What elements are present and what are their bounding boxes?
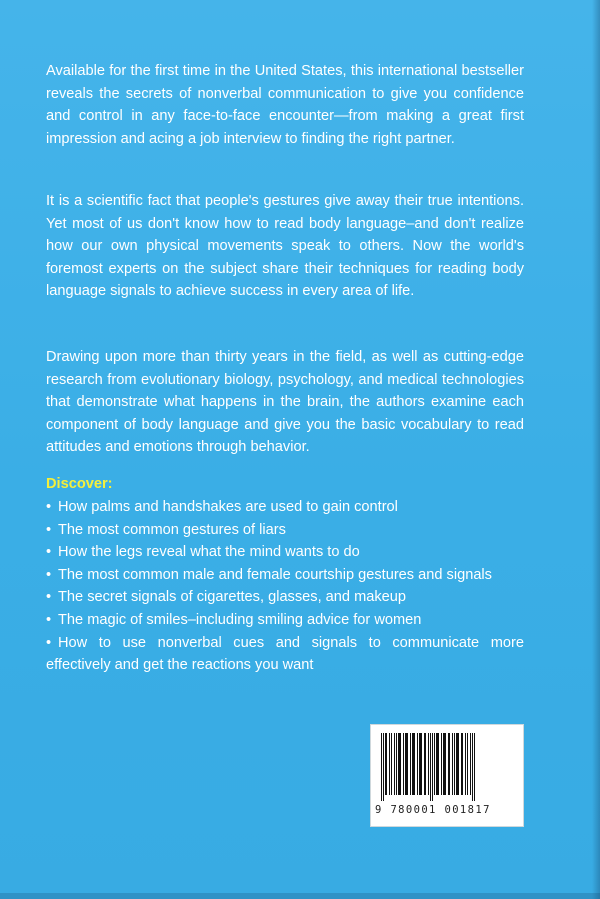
blurb-paragraph-1: Available for the first time in the United States, this international bestseller reveals the secrets of nonverbal communication to give you confidence and control in any face-to-face encounter—from making a great first impression and acing a job interview to finding the right partner. [46,63,524,147]
barcode-bar [430,733,431,801]
barcode-bar [391,733,392,795]
barcode-bar [396,733,397,795]
barcode-bar [394,733,395,795]
barcode-bar [443,733,446,795]
barcode-bar [412,733,415,795]
barcode-bar [470,733,471,795]
list-item-text: The magic of smiles–including smiling advice for women [58,611,422,628]
discover-list [46,496,524,677]
list-item-text: How to use nonverbal cues and signals to communicate more effectively and get the reactions you want [46,634,524,674]
list-item-text: The most common gestures of liars [58,521,286,538]
barcode-bar [405,733,408,795]
barcode-bar [452,733,453,795]
blurb-paragraph-2: It is a scientific fact that people's gestures give away their true intentions. Yet most of us don't know how to read body language–and don't realize how our own physical movements speak to others. Now the world's foremost experts on the subject share their techniques for reading body language signals to achieve success in every area of life. [46,193,524,300]
barcode [370,724,524,827]
barcode-bar [428,733,429,795]
barcode-bar [467,733,468,795]
cover-bottom-edge [0,893,600,899]
list-item-text: The secret signals of cigarettes, glasses, and makeup [58,589,406,606]
bullet-icon: • [46,544,52,561]
barcode-bar [410,733,411,795]
barcode-bar [385,733,387,795]
discover-heading: Discover: [46,476,113,492]
bullet-icon: • [46,611,52,628]
bullet-icon: • [46,634,52,651]
barcode-bar [419,733,422,795]
bullet-icon: • [46,566,52,583]
barcode-bar [417,733,418,795]
barcode-bar [472,733,473,801]
barcode-bar [474,733,475,801]
list-item [46,564,524,587]
barcode-bar [383,733,384,801]
barcode-bar [403,733,404,795]
barcode-bar [465,733,466,795]
barcode-bar [434,733,435,795]
barcode-bar [424,733,426,795]
barcode-bar [381,733,382,801]
list-item [46,586,524,609]
barcode-bar [398,733,401,795]
list-item [46,609,524,632]
list-item [46,541,524,564]
list-item-text: How the legs reveal what the mind wants to do [58,544,360,561]
bullet-icon: • [46,521,52,538]
barcode-bar [432,733,433,801]
list-item-text: The most common male and female courtship gestures and signals [58,566,492,583]
barcode-bar [441,733,442,795]
barcode-bar [461,733,463,795]
barcode-bar [448,733,450,795]
list-item-text: How palms and handshakes are used to gain control [58,499,398,515]
blurb-paragraph-3: Drawing upon more than thirty years in the field, as well as cutting-edge research from evolutionary biology, psychology, and medical technologies that demonstrate what happens in the brain, the authors examine each component of body language and give you the basic vocabulary to read attitudes and emotions through behavior. [46,349,524,456]
barcode-bar [389,733,390,795]
barcode-bars [379,733,515,801]
barcode-bar [456,733,459,795]
list-item [46,632,524,677]
bullet-icon: • [46,589,52,606]
bullet-icon: • [46,499,52,515]
barcode-number: 9 780001 001817 [375,804,491,816]
barcode-bar [454,733,455,795]
barcode-bar [436,733,439,795]
list-item [46,496,524,519]
cover-edge-shadow [592,0,600,899]
list-item [46,519,524,542]
